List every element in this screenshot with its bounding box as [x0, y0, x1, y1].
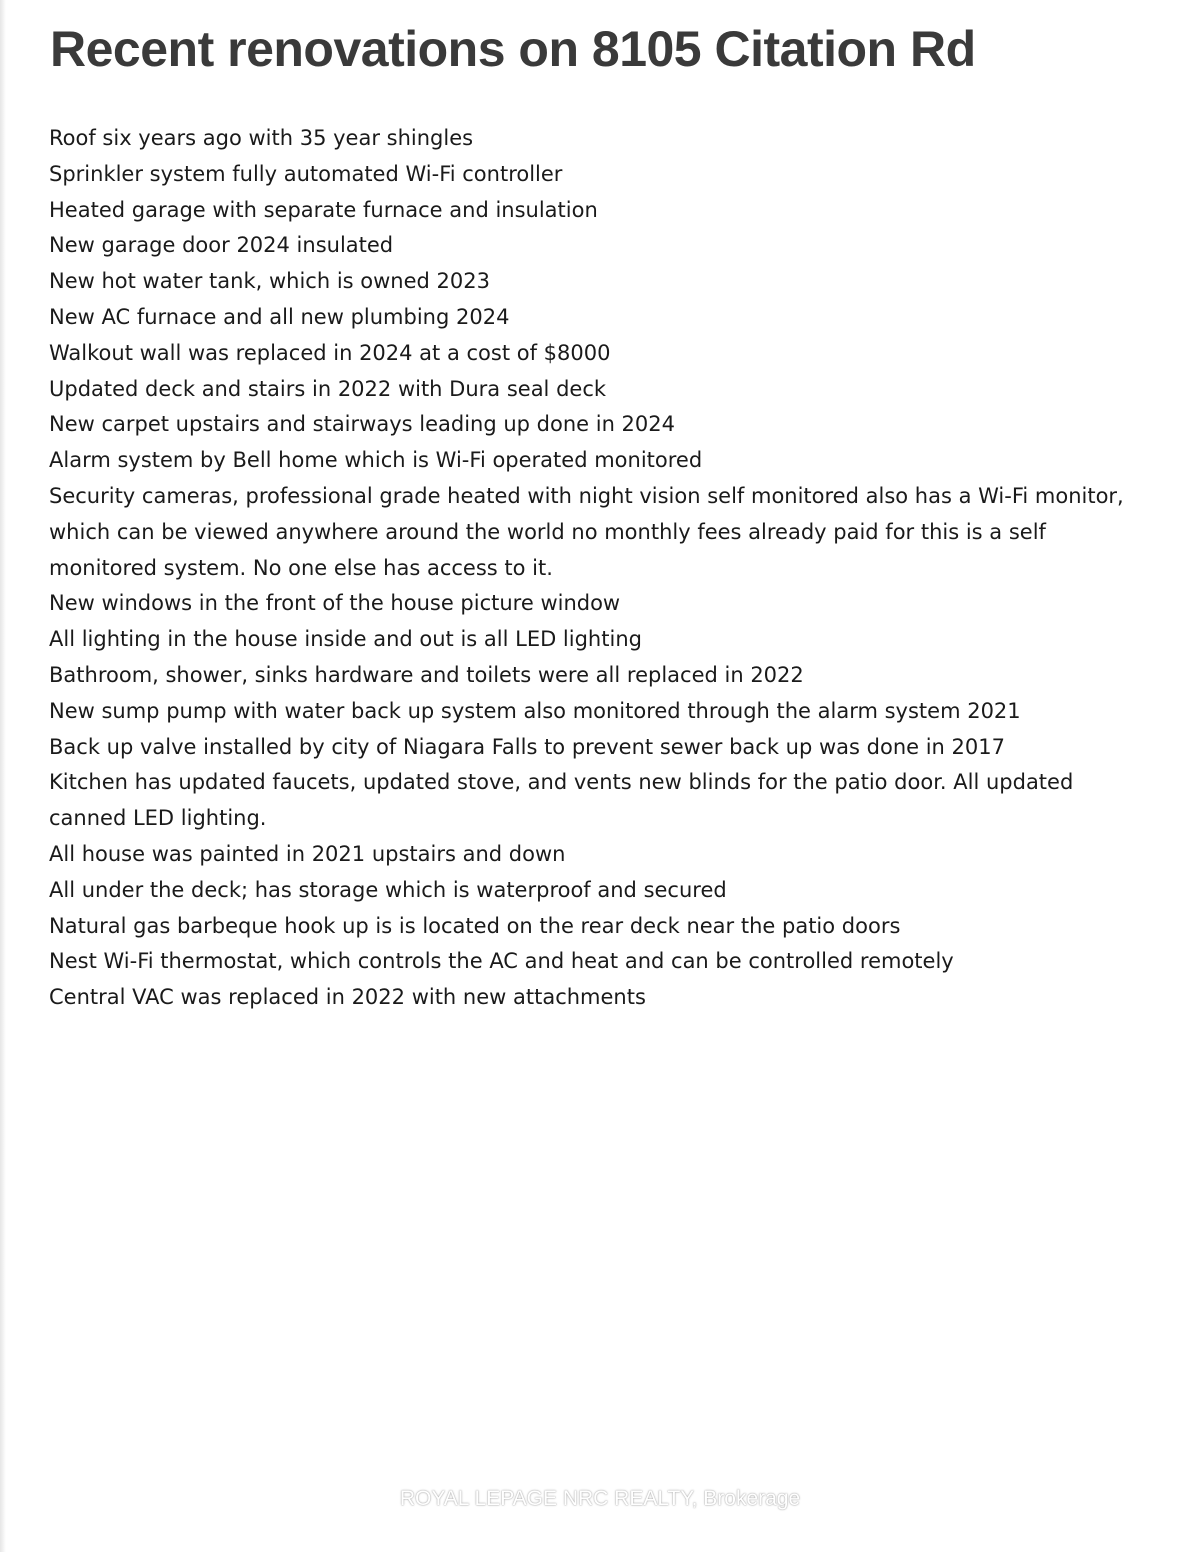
renovation-item: Kitchen has updated faucets, updated stove, and vents new blinds for the patio door. All updated canned LED lighting. — [49, 770, 1074, 831]
page-title: Recent renovations on 8105 Citation Rd — [50, 21, 976, 77]
scan-edge — [0, 0, 6, 1552]
renovation-item: Heated garage with separate furnace and insulation — [49, 197, 598, 222]
renovation-item: Nest Wi-Fi thermostat, which controls the AC and heat and can be controlled remotely — [49, 949, 954, 974]
renovation-item: Walkout wall was replaced in 2024 at a cost of $8000 — [49, 340, 611, 365]
renovation-item: New windows in the front of the house picture window — [49, 591, 621, 616]
renovation-item: All lighting in the house inside and out is all LED lighting — [49, 627, 642, 652]
brokerage-watermark: ROYAL LEPAGE NRC REALTY, Brokerage — [399, 1487, 801, 1510]
renovation-item: New hot water tank, which is owned 2023 — [49, 269, 490, 294]
renovation-item: New carpet upstairs and stairways leading up done in 2024 — [49, 412, 676, 437]
renovation-item: New sump pump with water back up system also monitored through the alarm system 2021 — [49, 698, 1021, 723]
renovation-item: Roof six years ago with 35 year shingles — [49, 126, 474, 150]
renovation-item: Bathroom, shower, sinks hardware and toilets were all replaced in 2022 — [49, 662, 804, 687]
renovation-item: Back up valve installed by city of Niagara Falls to prevent sewer back up was done in 2017 — [49, 734, 1005, 759]
renovation-item: New garage door 2024 insulated — [49, 233, 394, 258]
renovation-item: Natural gas barbeque hook up is is located on the rear deck near the patio doors — [49, 913, 901, 938]
renovation-item: New AC furnace and all new plumbing 2024 — [49, 304, 510, 329]
renovation-item: Alarm system by Bell home which is Wi-Fi operated monitored — [49, 448, 703, 473]
renovation-list — [49, 121, 1154, 1016]
renovation-item: Central VAC was replaced in 2022 with new attachments — [49, 985, 646, 1010]
renovation-item: Sprinkler system fully automated Wi-Fi controller — [49, 161, 563, 186]
renovation-item: All under the deck; has storage which is waterproof and secured — [49, 877, 727, 902]
renovation-item: Security cameras, professional grade heated with night vision self monitored also has a Wi-Fi monitor, which can be viewed anywhere around the world no monthly fees already paid for this is a self monitored system. No one else has access to it. — [49, 483, 1124, 580]
renovation-item: All house was painted in 2021 upstairs and down — [49, 841, 566, 866]
renovation-item: Updated deck and stairs in 2022 with Dura seal deck — [49, 376, 607, 401]
